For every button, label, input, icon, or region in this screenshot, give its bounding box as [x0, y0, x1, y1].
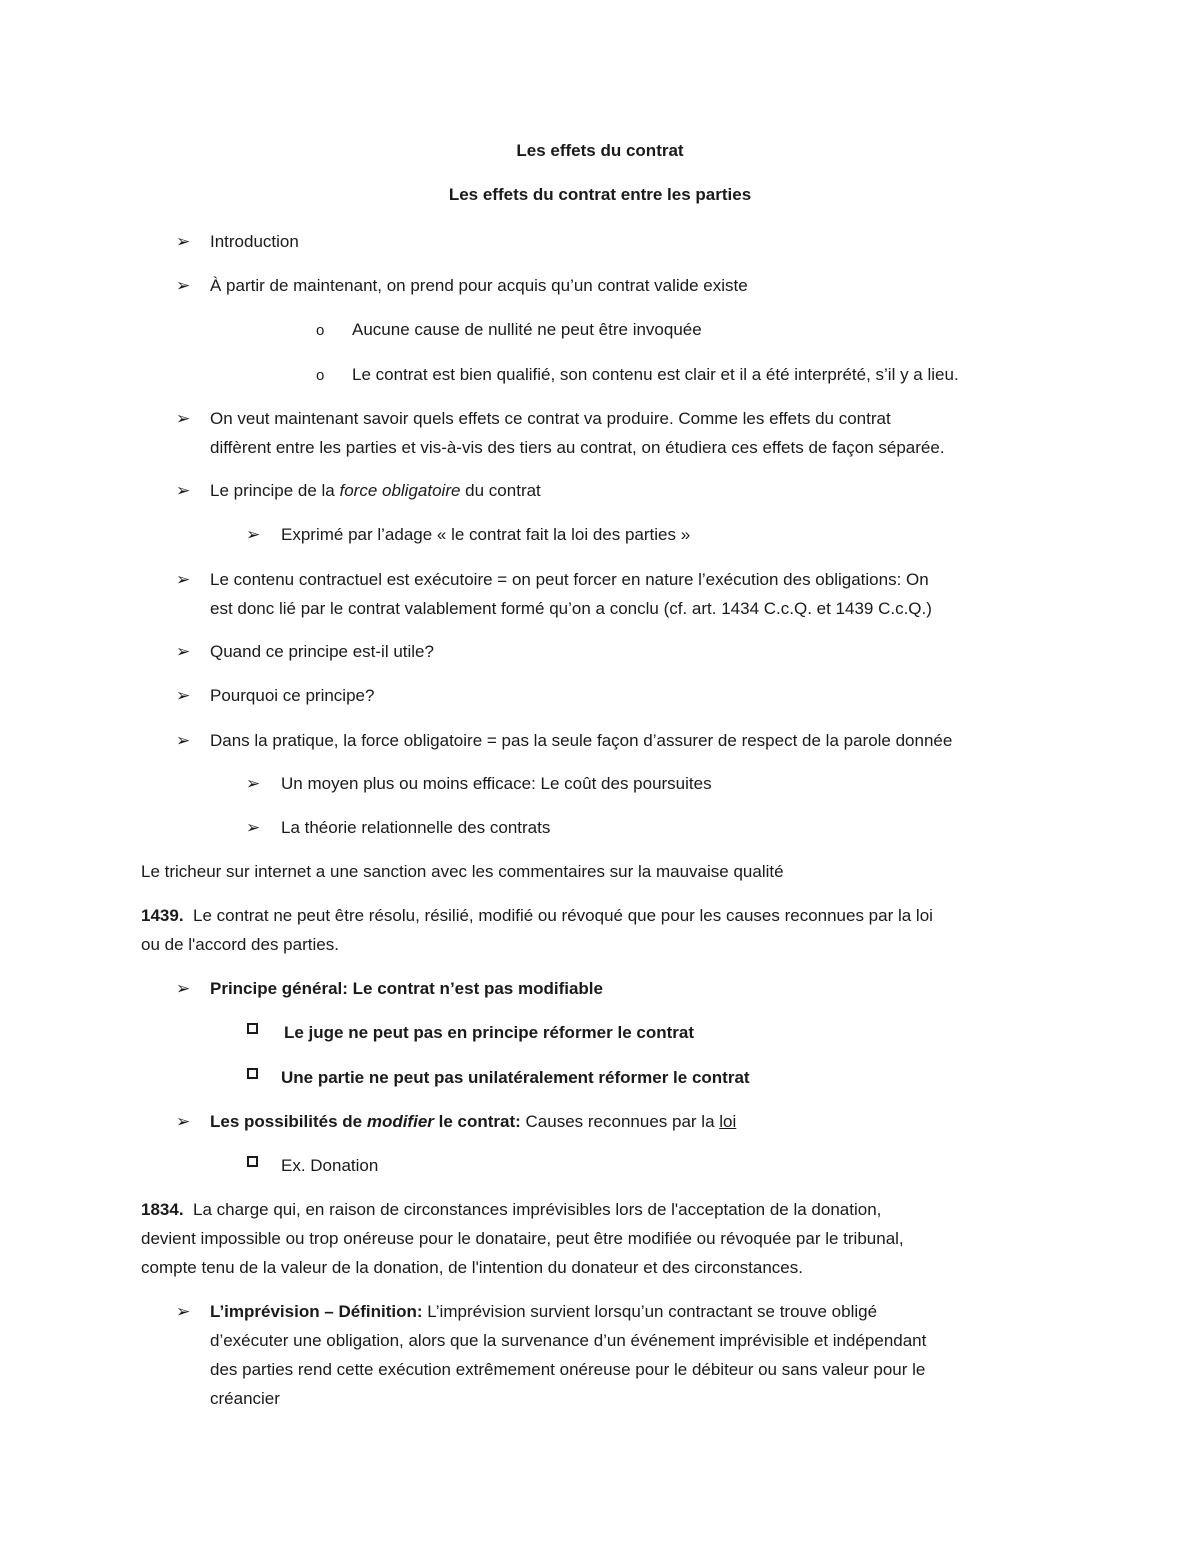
arrow-bullet-icon: ➢: [176, 409, 191, 428]
square-bullet-icon: [247, 1068, 258, 1079]
arrow-bullet-icon: ➢: [176, 570, 191, 589]
sub-bullet-juge: Le juge ne peut pas en principe réformer le contrat: [284, 1023, 694, 1042]
arrow-bullet-icon: ➢: [176, 642, 191, 661]
bullet-principe-general: Principe général: Le contrat n’est pas modifiable: [210, 979, 603, 998]
article-1834-line1: 1834. La charge qui, en raison de circonstances imprévisibles lors de l'acceptation de la donation,: [141, 1200, 882, 1219]
arrow-bullet-icon: ➢: [176, 979, 191, 998]
arrow-bullet-icon: ➢: [176, 232, 191, 251]
article-1834-line3: compte tenu de la valeur de la donation, de l'intention du donateur et des circonstances.: [141, 1258, 803, 1277]
sub-bullet-donation: Ex. Donation: [281, 1156, 379, 1175]
sub-bullet-theorie: La théorie relationnelle des contrats: [281, 818, 551, 837]
circle-bullet-icon: o: [316, 322, 325, 339]
arrow-bullet-icon: ➢: [246, 818, 261, 837]
arrow-bullet-icon: ➢: [176, 1112, 191, 1131]
paragraph-tricheur: Le tricheur sur internet a une sanction avec les commentaires sur la mauvaise qualité: [141, 862, 784, 881]
bullet-force-obligatoire: Le principe de la force obligatoire du contrat: [210, 481, 541, 500]
sub-bullet-qualifie: Le contrat est bien qualifié, son contenu est clair et il a été interprété, s’il y a lieu.: [352, 365, 959, 384]
bullet-possibilites: Les possibilités de modifier le contrat: Causes reconnues par la loi: [210, 1112, 737, 1131]
square-bullet-icon: [247, 1023, 258, 1034]
arrow-bullet-icon: ➢: [246, 774, 261, 793]
bullet-pratique: Dans la pratique, la force obligatoire = pas la seule façon d’assurer de respect de la parole donnée: [210, 731, 953, 750]
bullet-effets-line2: diffèrent entre les parties et vis-à-vis des tiers au contrat, on étudiera ces effets de façon séparée.: [210, 438, 945, 457]
article-1834-line2: devient impossible ou trop onéreuse pour le donataire, peut être modifiée ou révoquée par le tribunal,: [141, 1229, 904, 1248]
circle-bullet-icon: o: [316, 367, 325, 384]
bullet-imprevision-line2: d’exécuter une obligation, alors que la survenance d’un événement imprévisible et indépendant: [210, 1331, 927, 1350]
bullet-introduction: Introduction: [210, 232, 299, 251]
sub-bullet-partie: Une partie ne peut pas unilatéralement réformer le contrat: [281, 1068, 750, 1087]
bullet-executoire-line2: est donc lié par le contrat valablement formé qu’on a conclu (cf. art. 1434 C.c.Q. et 1439 C.c.Q.): [210, 599, 932, 618]
square-bullet-icon: [247, 1156, 258, 1167]
bullet-executoire-line1: Le contenu contractuel est exécutoire = on peut forcer en nature l’exécution des obligations: On: [210, 570, 929, 589]
bullet-imprevision-line3: des parties rend cette exécution extrêmement onéreuse pour le débiteur ou sans valeur pour le: [210, 1360, 926, 1379]
arrow-bullet-icon: ➢: [176, 481, 191, 500]
arrow-bullet-icon: ➢: [176, 686, 191, 705]
sub-bullet-adage: Exprimé par l’adage « le contrat fait la loi des parties »: [281, 525, 691, 544]
document-subtitle: Les effets du contrat entre les parties: [448, 185, 752, 204]
article-1439-line2: ou de l'accord des parties.: [141, 935, 339, 954]
bullet-imprevision-line1: L’imprévision – Définition: L’imprévision survient lorsqu’un contractant se trouve obligé: [210, 1302, 878, 1321]
bullet-quand: Quand ce principe est-il utile?: [210, 642, 434, 661]
article-1439-line1: 1439. Le contrat ne peut être résolu, résilié, modifié ou révoqué que pour les causes reconnues par la loi: [141, 906, 933, 925]
sub-bullet-moyen: Un moyen plus ou moins efficace: Le coût des poursuites: [281, 774, 712, 793]
arrow-bullet-icon: ➢: [176, 731, 191, 750]
bullet-contrat-valide: À partir de maintenant, on prend pour acquis qu’un contrat valide existe: [210, 276, 748, 295]
arrow-bullet-icon: ➢: [246, 525, 261, 544]
bullet-effets-line1: On veut maintenant savoir quels effets ce contrat va produire. Comme les effets du contrat: [210, 409, 891, 428]
arrow-bullet-icon: ➢: [176, 276, 191, 295]
sub-bullet-nullite: Aucune cause de nullité ne peut être invoquée: [352, 320, 702, 339]
document-title: Les effets du contrat: [516, 141, 684, 160]
arrow-bullet-icon: ➢: [176, 1302, 191, 1321]
bullet-pourquoi: Pourquoi ce principe?: [210, 686, 375, 705]
bullet-imprevision-line4: créancier: [210, 1389, 280, 1408]
